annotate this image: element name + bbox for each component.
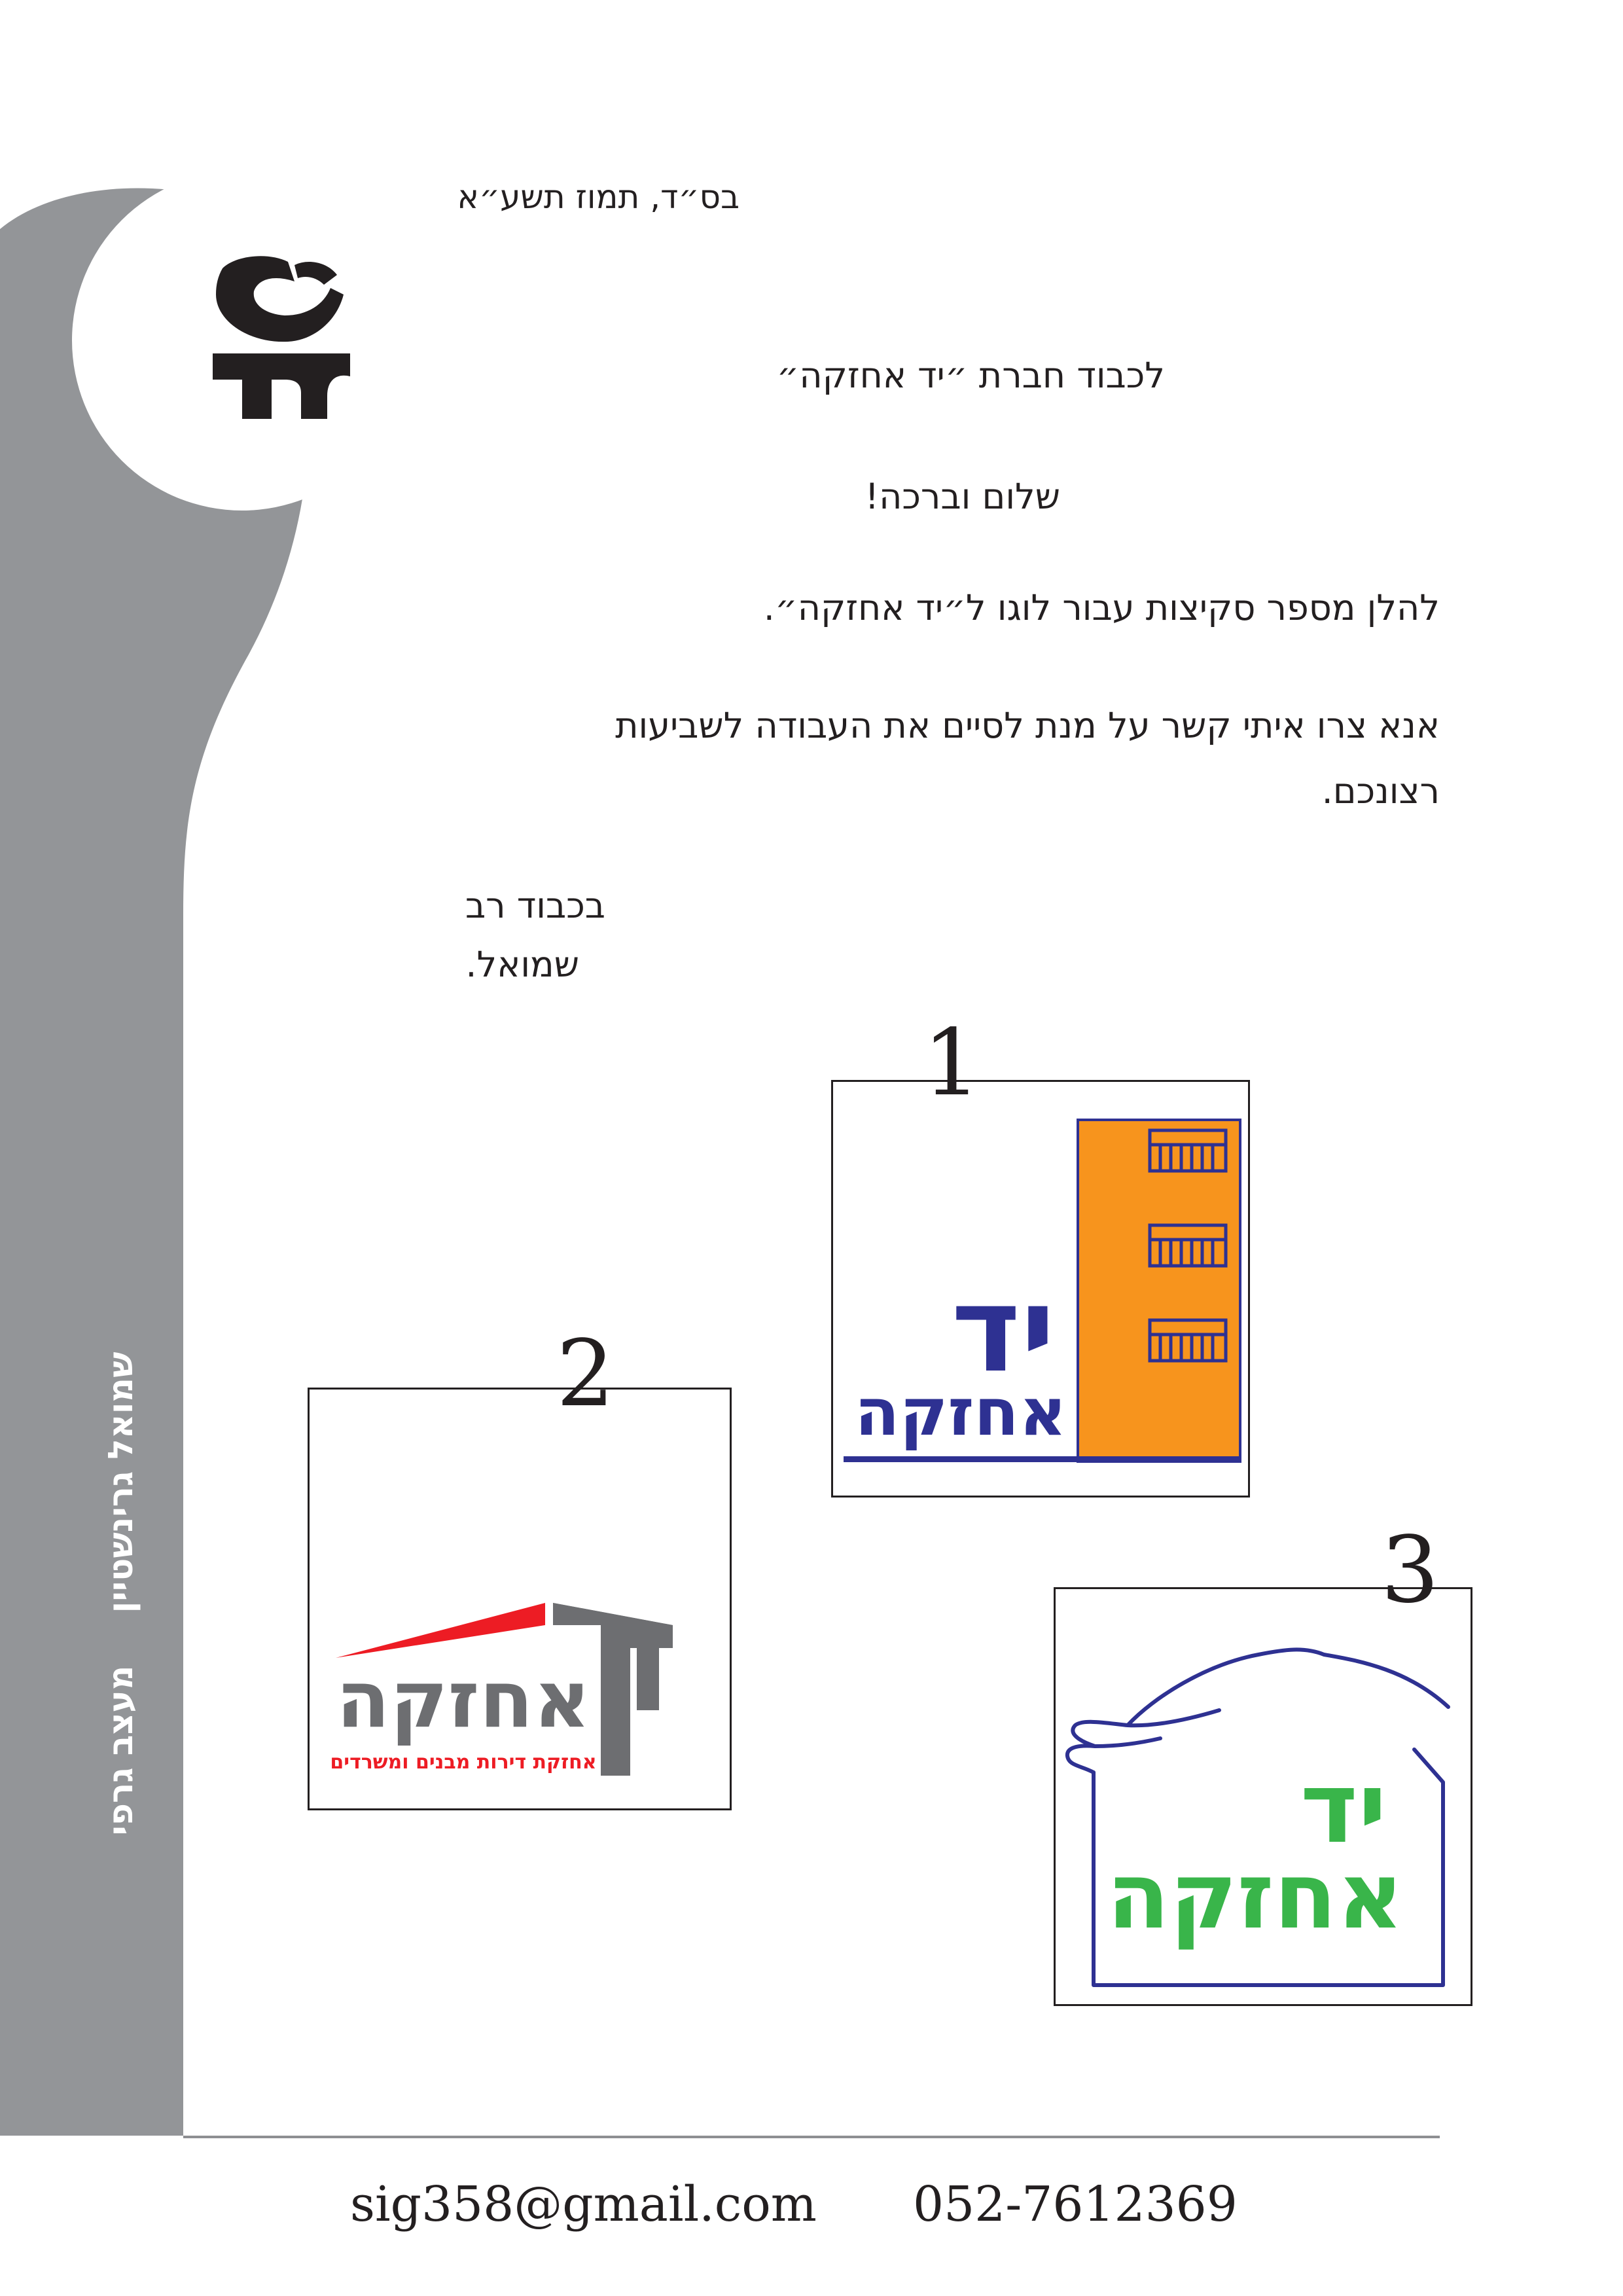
greeting-line: שלום וברכה! [865,476,1060,517]
sketch-2-artwork [310,1390,730,1808]
sketch-1-number: 1 [923,1010,982,1117]
date-line: בס״ד, תמוז תשע״א [457,178,740,216]
logo-sketch-1 [831,1080,1250,1498]
sketch-1-line1: יד [951,1262,1056,1399]
body-paragraph-1: להלן מספר סקיצות עבור לוגו ל״יד אחזקה״. [763,587,1440,628]
designer-title: מעצב גרפי [101,1665,141,1836]
designer-monogram-logo [196,242,366,439]
sketch-1-line2: אחזקה [855,1374,1067,1450]
sketch-3-number: 3 [1381,1517,1440,1624]
logo-sketch-3 [1054,1587,1472,2006]
recipient-line: לכבוד חברת ״יד אחזקה״ [776,355,1165,396]
sidebar-vertical-text [72,1191,170,1996]
logo-sketch-2 [308,1388,732,1810]
footer-email[interactable]: sig358@gmail.com [350,2176,817,2233]
closing-signature: שמואל. [465,944,579,985]
designer-name: שמואל גרינשטיין [101,1352,141,1613]
body-paragraph-2-line-2: רצונכם. [1321,770,1440,812]
sketch-2-line2: אחזקה [336,1655,591,1746]
footer-phone[interactable]: 052-7612369 [913,2176,1238,2233]
sketch-3-line1: יד [1300,1751,1387,1865]
body-paragraph-2-line-1: אנא צרו איתי קשר על מנת לסיים את העבודה לשביעות [615,705,1440,746]
closing-line-1: בכבוד רב [465,885,605,926]
sketch-2-number: 2 [556,1321,615,1427]
sketch-2-tagline: אחזקת דירות מבנים ומשרדים [330,1751,597,1774]
sketch-3-line2: אחזקה [1107,1843,1404,1950]
footer-divider [183,2136,1440,2138]
